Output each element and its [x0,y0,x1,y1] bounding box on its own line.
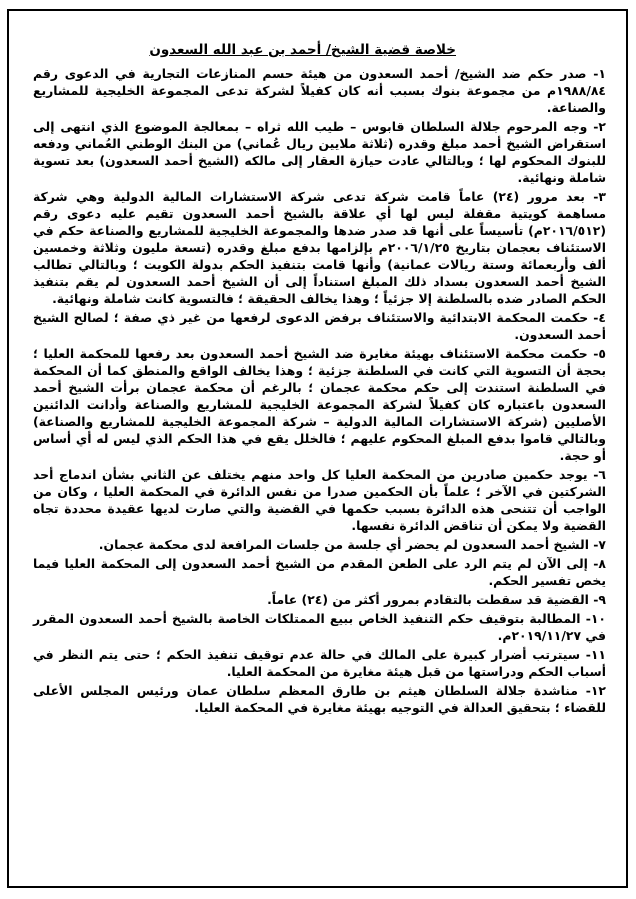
case-point-11 [33,646,606,680]
case-point-7 [33,536,606,553]
point-text: حكمت المحكمة الابتدائية والاستئناف برفض الدعوى لرفعها من غير ذي صفة ؛ لصالح الشيخ أحمد السعدون. [33,310,606,342]
point-number: ٥- [593,346,606,361]
point-text: المطالبة بتوقيف حكم التنفيذ الخاص ببيع الممتلكات الخاصة بالشيخ أحمد السعدون المقرر في ٢٠١٩/١١/٢٧م. [33,611,606,643]
case-points-list [33,65,606,716]
point-number: ١- [593,66,606,81]
point-number: ٢- [593,119,606,134]
point-text: الشيخ أحمد السعدون لم يحضر أي جلسة من جلسات المرافعة لدى محكمة عجمان. [98,537,589,552]
case-point-12 [33,682,606,716]
point-number: ١٠- [585,611,606,626]
case-point-4 [33,309,606,343]
point-text: صدر حكم ضد الشيخ/ أحمد السعدون من هيئة حسم المنازعات التجارية في الدعوى رقم ١٩٨٨/٨٤م من مجموعة بنوك بسبب أنه كان كفيلاً لشركة تدعى المجموعة الخليجية للمشاريع والصناعة. [33,66,606,115]
case-point-8 [33,555,606,589]
case-point-3 [33,188,606,307]
point-text: مناشدة جلالة السلطان هيثم بن طارق المعظم سلطان عمان ورئيس المجلس الأعلى للقضاء ؛ بتحقيق العدالة في التوجيه بهيئة مغايرة في المحكمة العليا. [33,683,606,715]
document-title: خلاصة قضية الشيخ/ أحمد بن عبد الله السعدون [149,42,456,58]
point-text: وجه المرحوم جلالة السلطان قابوس – طيب الله ثراه – بمعالجة الموضوع الذي انتهى إلى استقراض الشيخ أحمد مبلغ وقدره (ثلاثة ملايين ريال عُماني) من البنك الوطني العُماني ودفعه للبنوك المحكوم لها ؛ وبالتالي عادت حيازة العقار إلى مالكه (الشيخ أحمد السعدون) بعد تسوية شاملة ونهائية. [33,119,606,185]
point-number: ٩- [593,592,606,607]
point-text: سيترتب أضرار كبيرة على المالك في حالة عدم توقيف تنفيذ الحكم ؛ حتى يتم النظر في أسباب الحكم ودراستها من قبل هيئة مغايرة من المحكمة العليا. [33,647,606,679]
point-text: يوجد حكمين صادرين من المحكمة العليا كل واحد منهم يختلف عن الثاني بشأن اندماج أحد الشركتين في الآخر ؛ علماً بأن الحكمين صدرا من نفس الدائرة في المحكمة العليا ، وكان من الواجب أن تتنحى هذه الدائرة بسبب حكمها في القضية والتي صارت لديها عقيدة محددة تجاه القضية ولا يمكن أن تناقض الدائرة نفسها. [33,467,606,533]
point-number: ٤- [593,310,606,325]
point-number: ٦- [593,467,606,482]
case-point-1 [33,65,606,116]
point-number: ٧- [593,537,606,552]
document-border-frame [7,9,628,888]
case-point-10 [33,610,606,644]
point-text: إلى الآن لم يتم الرد على الطعن المقدم من الشيخ أحمد السعدون إلى المحكمة العليا فيما يخص تفسير الحكم. [33,556,606,588]
case-point-5 [33,345,606,464]
point-text: القضية قد سقطت بالتقادم بمرور أكثر من (٢٤) عاماً. [267,592,589,607]
point-number: ١٢- [585,683,606,698]
point-text: حكمت محكمة الاستئناف بهيئة مغايرة ضد الشيخ أحمد السعدون بعد رفعها للمحكمة العليا ؛ بحجة أن التسوية التي كانت في السلطنة جزئية ؛ وهذا يخالف الواقع والمنطق كما أن المحكمة في السلطنة استندت إلى حكم محكمة عجمان ؛ بالرغم أن محكمة عجمان برأت الشيخ أحمد السعدون باعتباره كان كفيلاً لشركة المجموعة الخليجية للمشاريع والصناعة وأدانت الدائنين الأصليين (شركة الاستشارات المالية الدولية – شركة المجموعة الخليجية للمشاريع والصناعة) وبالتالي قاموا بدفع المبلغ المحكوم عليهم ؛ فالخلل يقع في هذا الحكم الذي ليس له أي أساس أو حجة. [33,346,606,463]
case-point-6 [33,466,606,534]
point-number: ٨- [593,556,606,571]
case-point-9 [33,591,606,608]
case-point-2 [33,118,606,186]
point-number: ٣- [593,189,606,204]
point-text: بعد مرور (٢٤) عاماً قامت شركة تدعى شركة الاستشارات المالية الدولية وهي شركة مساهمة كويتية مقفلة ليس لها أي علاقة بالشيخ أحمد السعدون تقيم عليه دعوى رقم (٢٠١٦/٥١٢م) تأسيساً على أنها قد صدر ضدها والمجموعة الخليجية للمشاريع والصناعة حكم في الاستئناف بعجمان بتاريخ ٢٠٠٦/١/٢٥م بإلزامها بدفع مبلغ وقدره (تسعة مليون وثلاثة وخمسين ألف وأربعمائة وستة ريالات عمانية) وأنها قامت بتنفيذ الحكم بدولة الكويت ؛ وبالتالي تطالب الشيخ أحمد السعدون بسداد ذلك المبلغ استناداً إلى أن الشيخ أحمد السعدون لم يقم بتنفيذ الحكم الصادر ضده بالسلطنة إلا جزئياً ؛ وهذا يخالف الحقيقة ؛ فالتسوية كانت شاملة ونهائية. [33,189,606,306]
point-number: ١١- [585,647,606,662]
